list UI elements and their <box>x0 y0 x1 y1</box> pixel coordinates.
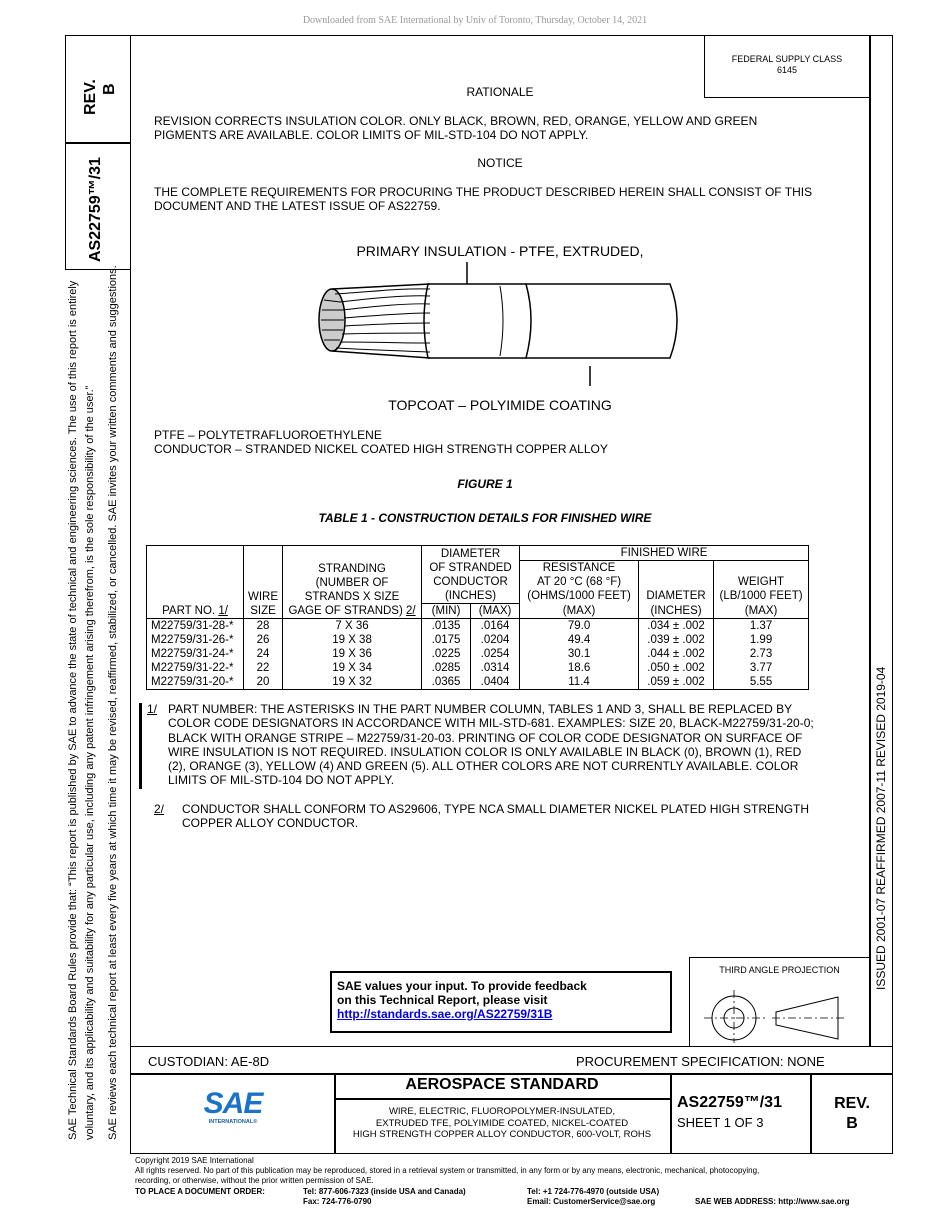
title-rev: REV. B <box>834 1095 870 1132</box>
table-row: M22759/31-24-* 24 19 X 36 .0225 .0254 30.1 .044 ± .002 2.73 <box>147 647 809 661</box>
document-title: WIRE, ELECTRIC, FLUOROPOLYMER-INSULATED, EXTRUDED TFE, POLYIMIDE COATED, NICKEL-COATED HIGH STRENGTH COPPER ALLOY CONDUCTOR, 600-VOLT, ROHS <box>352 1106 652 1140</box>
rationale-heading: RATIONALE <box>466 85 534 99</box>
procurement: PROCUREMENT SPECIFICATION: NONE <box>576 1054 825 1069</box>
projection-symbol <box>698 985 868 1045</box>
note-1-marker: 1/ <box>147 702 158 716</box>
disclaimer-line-2: voluntary, and its applicability and suitability for any particular use, including any patent infringement arising therefrom, is the sole responsibility of the user.” <box>84 385 96 1140</box>
th-diameter-group: DIAMETER <box>422 546 520 561</box>
side-rev-value: B <box>101 83 118 95</box>
note-1: PART NUMBER: THE ASTERISKS IN THE PART NUMBER COLUMN, TABLES 1 AND 3, SHALL BE REPLACED BY COLOR CODE DESIGNATORS IN ACCORDANCE WITH MIL-STD-681. EXAMPLES: SIZE 20, BLACK-M22759/31-20-0; BLACK WITH ORANGE STRIPE – M22759/31-20-03. PRINTING OF COLOR CODE DESIGNATOR ON SURFACE OF WIRE INSULATION IS NOT REQUIRED. INSULATION COLOR IS ONLY AVAILABLE IN BLACK (0), BROWN (1), RED (2), ORANGE (3), YELLOW (4) AND GREEN (5). ALL OTHER COLORS ARE NOT CURRENTLY AVAILABLE. COLOR LIMITS OF MIL-STD-104 DO NOT APPLY. <box>168 702 814 788</box>
standard-type: AEROSPACE STANDARD <box>405 1076 599 1093</box>
th-max: (MAX) <box>471 603 520 618</box>
th-min: (MIN) <box>422 603 471 618</box>
projection-label: THIRD ANGLE PROJECTION <box>719 965 840 975</box>
th-diameter: DIAMETER <box>639 561 714 604</box>
table-row: M22759/31-26-* 26 19 X 38 .0175 .0204 49.4 .039 ± .002 1.99 <box>147 633 809 647</box>
side-doc-number: AS22759™/31 <box>87 157 104 262</box>
order-contacts-us: Tel: 877-606-7323 (inside USA and Canada) Fax: 724-776-0790 <box>303 1187 466 1206</box>
rationale-text: REVISION CORRECTS INSULATION COLOR. ONLY BLACK, BROWN, RED, ORANGE, YELLOW AND GREEN PIGMENTS ARE AVAILABLE. COLOR LIMITS OF MIL-STD-104 DO NOT APPLY. <box>154 114 758 142</box>
title-doc-number: AS22759™/31 <box>677 1094 782 1111</box>
disclaimer-line-1: SAE Technical Standards Board Rules provide that: “This report is published by SAE to advance the state of technical and engineering sciences. The use of this report is entirely <box>67 280 79 1140</box>
th-stranding: STRANDING (NUMBER OF STRANDS X SIZE GAGE OF STRANDS) 2/ <box>283 546 422 619</box>
th-weight: WEIGHT (LB/1000 FEET) <box>714 561 809 604</box>
revision-bar <box>139 703 142 789</box>
feedback-link[interactable]: http://standards.sae.org/AS22759/31B <box>337 1007 553 1021</box>
figure-caption: FIGURE 1 <box>457 477 513 491</box>
table-title: TABLE 1 - CONSTRUCTION DETAILS FOR FINISHED WIRE <box>318 511 652 525</box>
order-contacts-intl: Tel: +1 724-776-4970 (outside USA) Email: CustomerService@sae.org <box>527 1187 660 1206</box>
notice-heading: NOTICE <box>477 156 523 170</box>
custodian: CUSTODIAN: AE-8D <box>148 1054 270 1069</box>
web-address: SAE WEB ADDRESS: http://www.sae.org <box>695 1197 850 1206</box>
topcoat-label: TOPCOAT – POLYIMIDE COATING <box>388 397 612 413</box>
notice-text: THE COMPLETE REQUIREMENTS FOR PROCURING THE PRODUCT DESCRIBED HEREIN SHALL CONSIST OF THIS DOCUMENT AND THE LATEST ISSUE OF AS22759. <box>154 185 813 213</box>
note-2: CONDUCTOR SHALL CONFORM TO AS29606, TYPE NCA SMALL DIAMETER NICKEL PLATED HIGH STRENGTH COPPER ALLOY CONDUCTOR. <box>182 802 810 831</box>
th-resistance: RESISTANCE AT 20 °C (68 °F) (OHMS/1000 FEET) <box>520 561 639 604</box>
primary-insulation-label: PRIMARY INSULATION - PTFE, EXTRUDED, <box>356 243 644 259</box>
footer: Copyright 2019 SAE International All rights reserved. No part of this publication may be reproduced, stored in a retrieval system or transmitted, in any form or by any means, electronic, mechanical, photocopying, recording, or otherwise, without the prior written permission of SAE. <box>135 1156 760 1185</box>
feedback-box: SAE values your input. To provide feedback on this Technical Report, please visit http://standards.sae.org/AS22759/31B <box>330 971 672 1033</box>
federal-supply-value: 6145 <box>776 65 798 75</box>
issue-history: ISSUED 2001-07 REAFFIRMED 2007-11 REVISED 2019-04 <box>874 666 888 990</box>
table-row: M22759/31-22-* 22 19 X 34 .0285 .0314 18.6 .050 ± .002 3.77 <box>147 661 809 675</box>
sheet-number: SHEET 1 OF 3 <box>677 1115 764 1130</box>
wire-illustration <box>300 262 700 392</box>
download-notice: Downloaded from SAE International by Univ of Toronto, Thursday, October 14, 2021 <box>302 15 648 26</box>
construction-table: PART NO. 1/ WIRE SIZE STRANDING (NUMBER OF STRANDS X SIZE GAGE OF STRANDS) 2/ DIAMETER FINISHED WIRE OF STRANDED RESISTANCE AT 20 °C (68 °F) (OHMS/1000 FEET) DIAMETER WEIGHT (LB/1000 FEET) CONDUCTOR (INCHES) (MIN) (MAX) (MAX) (INCHES) (MAX) M22759/31-28-* 28 7 X 36 .0135 .0164 79.0 .034 ± .002 1.37 M22759/31-26-* 26 19 X 38 .0175 .0204 49.4 .039 ± .002 1.99 M22759/31-24-* 24 19 X 36 .0225 .0254 30.1 .044 ± .002 2.73 M22759/31-22-* 22 19 X 34 .0285 .0314 18.6 .050 ± .002 3.77 M22759/31-20-* 20 19 X 32 .0365 .0404 11.4 .059 ± .002 5.55 <box>146 545 809 690</box>
th-wire-size: WIRE SIZE <box>244 546 283 619</box>
th-finished-wire: FINISHED WIRE <box>520 546 809 561</box>
table-row: M22759/31-28-* 28 7 X 36 .0135 .0164 79.0 .034 ± .002 1.37 <box>147 618 809 633</box>
federal-supply-label: FEDERAL SUPPLY CLASS <box>731 54 843 64</box>
th-part: PART NO. 1/ <box>147 546 244 619</box>
figure-definitions: PTFE – POLYTETRAFLUOROETHYLENE CONDUCTOR – STRANDED NICKEL COATED HIGH STRENGTH COPPER ALLOY <box>154 428 608 456</box>
note-2-marker: 2/ <box>154 802 165 816</box>
order-label: TO PLACE A DOCUMENT ORDER: <box>135 1187 265 1196</box>
side-rev-label: REV. <box>82 79 99 115</box>
table-row: M22759/31-20-* 20 19 X 32 .0365 .0404 11.4 .059 ± .002 5.55 <box>147 675 809 690</box>
sae-logo: SAE INTERNATIONAL® <box>203 1087 263 1125</box>
disclaimer-line-3: SAE reviews each technical report at least every five years at which time it may be revised, reaffirmed, stabilized, or cancelled. SAE invites your written comments and suggestions. <box>107 265 119 1140</box>
